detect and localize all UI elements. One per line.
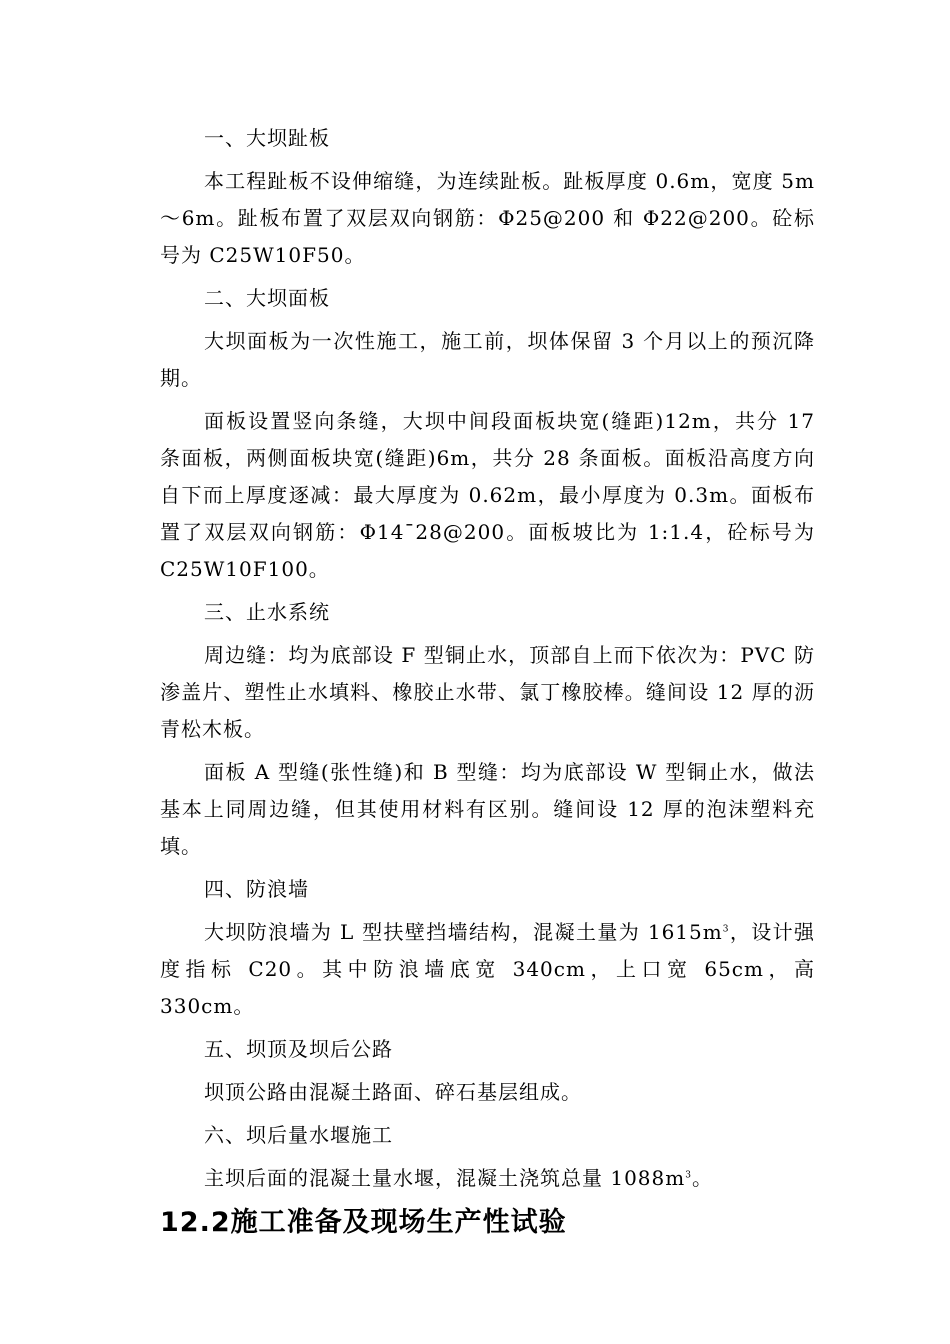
section-title: 12.2施工准备及现场生产性试验 — [160, 1207, 567, 1238]
superscript: 3 — [722, 924, 730, 935]
superscript: 3 — [685, 1170, 692, 1181]
paragraph-toe-slab: 本工程趾板不设伸缩缝，为连续趾板。趾板厚度 0.6m，宽度 5m～6m。趾板布置了双层双向钢筋：Φ25@200 和 Φ22@200。砼标号为 C25W10F50。 — [160, 169, 815, 267]
heading-measuring-weir: 六、坝后量水堰施工 — [204, 1123, 393, 1147]
paragraph-face-slab-construction: 大坝面板为一次性施工，施工前，坝体保留 3 个月以上的预沉降期。 — [160, 329, 815, 390]
paragraph-measuring-weir — [160, 1160, 815, 1197]
heading-parapet-wall: 四、防浪墙 — [204, 877, 309, 901]
text-segment: 大坝防浪墙为 L 型扶壁挡墙结构，混凝土量为 1615m — [204, 920, 723, 944]
heading-face-slab: 二、大坝面板 — [204, 286, 330, 310]
text-segment: 。 — [691, 1166, 713, 1190]
heading-crest-road: 五、坝顶及坝后公路 — [204, 1037, 393, 1061]
paragraph-crest-road: 坝顶公路由混凝土路面、碎石基层组成。 — [204, 1080, 582, 1104]
paragraph-perimeter-joint: 周边缝：均为底部设 F 型铜止水，顶部自上而下依次为：PVC 防渗盖片、塑性止水填料、橡胶止水带、氯丁橡胶棒。缝间设 12 厚的沥青松木板。 — [160, 643, 815, 741]
paragraph-slab-joints: 面板 A 型缝(张性缝)和 B 型缝：均为底部设 W 型铜止水，做法基本上同周边缝，但其使用材料有区别。缝间设 12 厚的泡沫塑料充填。 — [160, 760, 815, 858]
document-body — [160, 120, 815, 1243]
heading-toe-slab: 一、大坝趾板 — [204, 126, 330, 150]
text-segment: 主坝后面的混凝土量水堰，混凝土浇筑总量 1088m — [204, 1166, 686, 1190]
text-segment: ，设计强度指标 C20。其中防浪墙底宽 340cm，上口宽 65cm，高 330cm。 — [160, 920, 815, 1018]
paragraph-face-slab-joints: 面板设置竖向条缝，大坝中间段面板块宽(缝距)12m，共分 17 条面板，两侧面板块宽(缝距)6m，共分 28 条面板。面板沿高度方向自下而上厚度逐减：最大厚度为 0.62m，最小厚度为 0.3m。面板布置了双层双向钢筋：Φ14¯28@200。面板坡比为 1:1.4，砼标号为 C25W10F100。 — [160, 409, 815, 581]
paragraph-parapet-wall — [160, 914, 815, 1025]
heading-waterstop-system: 三、止水系统 — [204, 600, 330, 624]
